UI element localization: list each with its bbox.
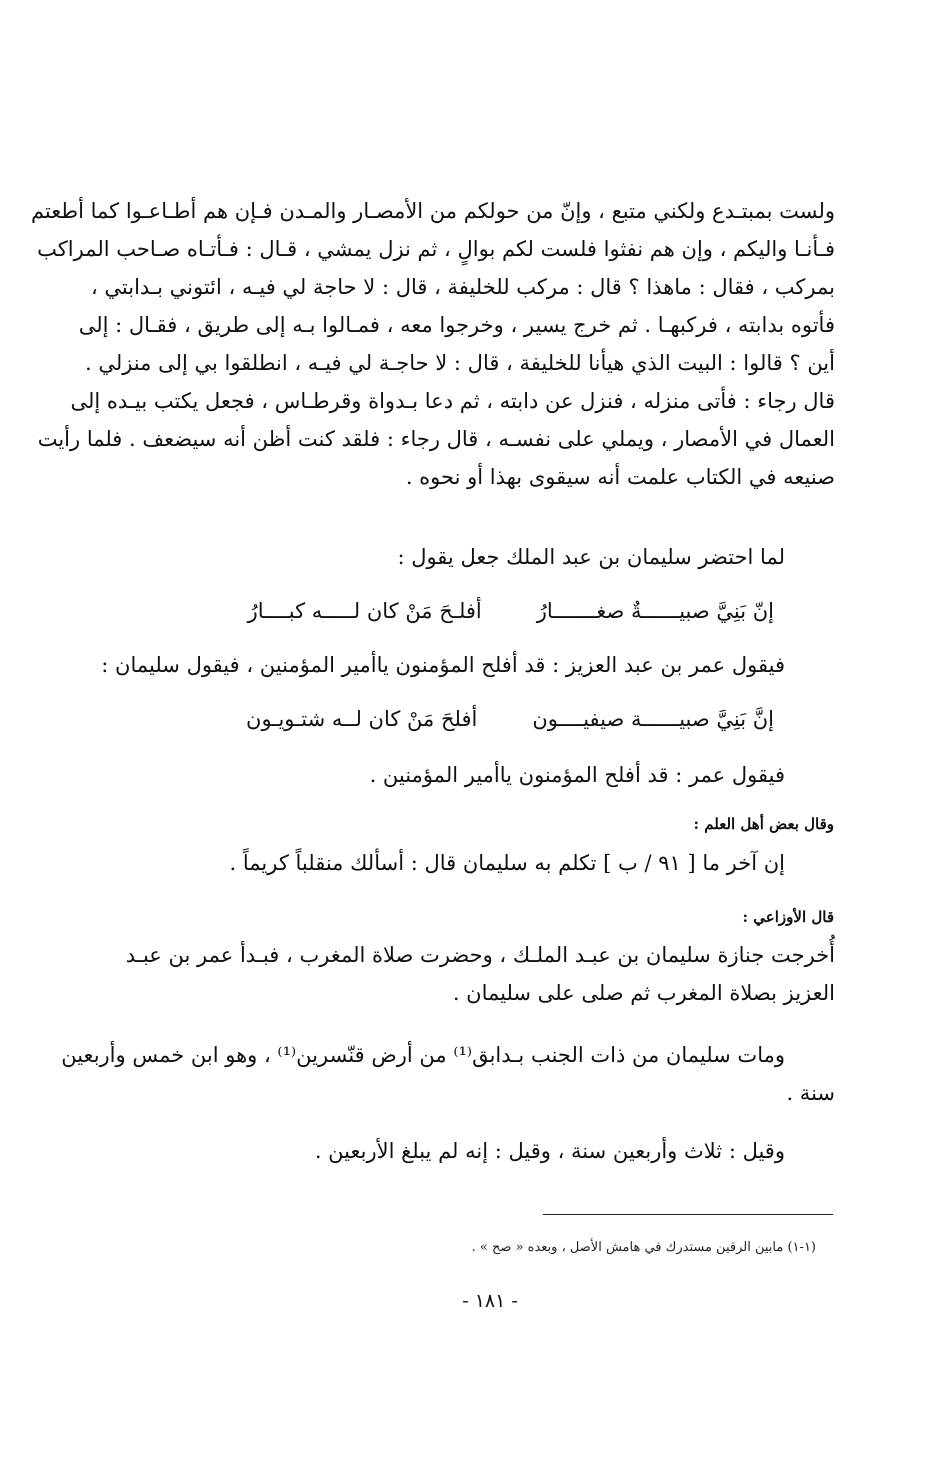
verse-hemistich: أفلحَ مَنْ كان لــه شتـويـون	[246, 707, 478, 731]
section-heading: قال الأوزاعي :	[742, 908, 834, 926]
text-line: أُخرجت جنازة سليمان بن عبـد الملـك ، وحضرت صلاة المغرب ، فبـدأ عمر بن عبـد	[125, 943, 835, 967]
text-line: سنة .	[786, 1081, 835, 1105]
text-line: بمركب ، فقال : ماهذا ؟ قال : مركب للخليفة ، قال : لا حاجة لي فيـه ، ائتوني بـدابتي ،	[90, 275, 835, 299]
text-line: أين ؟ قالوا : البيت الذي هيأنا للخليفة ، قال : لا حاجـة لي فيـه ، انطلقوا بي إلى منزلي .	[84, 351, 835, 375]
text-line: ولست بمبتـدع ولكني متبع ، وإنّ من حولكم من الأمصـار والمـدن فـإن هم أطـاعـوا كما أطعتم	[30, 199, 835, 223]
death-paragraph	[61, 1036, 835, 1112]
text-line: فـأنـا واليكم ، وإن هم نفثوا فلست لكم بوالٍ ، ثم نزل يمشي ، قـال : فـأتـاه صـاحب المراكب	[37, 237, 835, 261]
verse-hemistich: إنَّ بَنِيَّ صبيــــــة صيفيــــون	[532, 707, 774, 731]
verse-2	[246, 700, 774, 738]
intro-line: لما احتضر سليمان بن عبد الملك جعل يقول :	[397, 545, 785, 569]
text-line: قال رجاء : فأتى منزله ، فنزل عن دابته ، ثم دعا بـدواة وقرطـاس ، فجعل يكتب بيـده إلى	[70, 389, 835, 413]
footnote: (١-١) مابين الرقين مستدرك في هامش الأصل ، وبعده « صح » .	[471, 1240, 816, 1255]
umar-reply-1: فيقول عمر بن عبد العزيز : قد أفلح المؤمنون ياأمير المؤمنين ، فيقول سليمان :	[101, 653, 785, 677]
umar-reply-2: فيقول عمر : قد أفلح المؤمنون ياأمير المؤمنين .	[369, 763, 785, 787]
verse-1	[248, 592, 774, 630]
last-words-line: إن آخر ما [ ٩١ / ب ] تكلم به سليمان قال : أسألك منقلباً كريماً .	[229, 851, 785, 875]
text-line: العمال في الأمصار ، ويملي على نفسـه ، قال رجاء : فلقد كنت أظن أنه سيضعف . فلما رأيت	[37, 427, 835, 451]
text-line: صنيعه في الكتاب علمت أنه سيقوى بهذا أو نحوه .	[405, 465, 835, 489]
page-number: - ١٨١ -	[462, 1290, 518, 1312]
text-line: العزيز بصلاة المغرب ثم صلى على سليمان .	[452, 981, 835, 1005]
verse-hemistich: إنّ بَنِيَّ صبيــــــةٌ صغـــــــارُ	[536, 599, 774, 623]
footnote-divider	[543, 1214, 833, 1215]
awzai-paragraph	[125, 936, 835, 1012]
narrative-paragraph	[30, 192, 835, 496]
text-line: فأتوه بدابته ، فركبهـا . ثم خرج يسير ، وخرجوا معه ، فمـالوا بـه إلى طريق ، فقـال : إلى	[78, 313, 835, 337]
other-view-line: وقيل : ثلاث وأربعين سنة ، وقيل : إنه لم يبلغ الأربعين .	[314, 1139, 785, 1163]
verse-hemistich: أفلـحَ مَنْ كان لـــــه كبــــارُ	[247, 599, 482, 623]
text-line: ومات سليمان من ذات الجنب بـدابق⁽¹⁾ من أرض قنّسرين⁽¹⁾ ، وهو ابن خمس وأربعين	[61, 1043, 785, 1067]
section-heading: وقال بعض أهل العلم :	[693, 815, 834, 833]
